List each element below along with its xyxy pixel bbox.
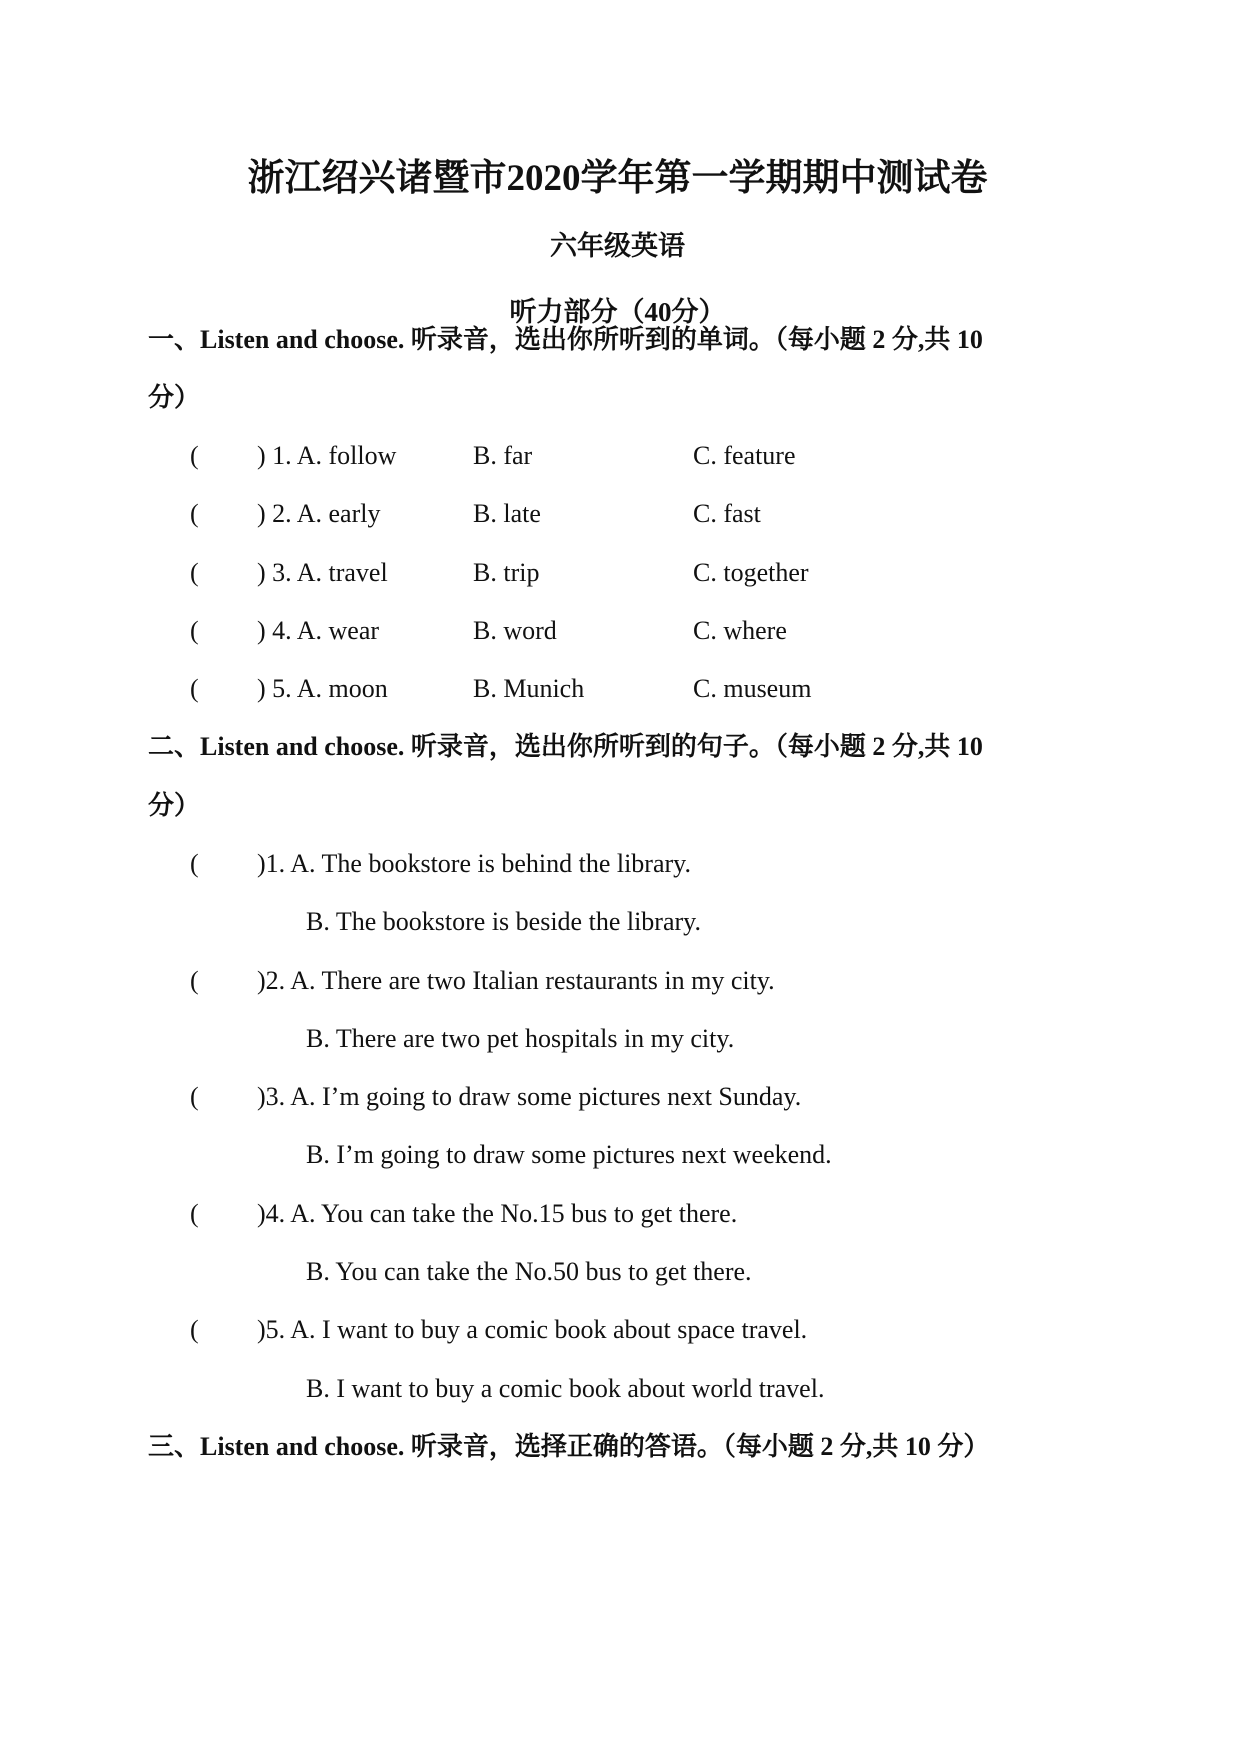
section-1-heading: 一、Listen and choose. 听录音，选出你所听到的单词。（每小题 2 分,共 10: [148, 325, 983, 354]
answer-paren: (: [190, 499, 199, 528]
option-a: ) 2. A. early: [257, 499, 381, 528]
sentence-item-2-b: B. There are two pet hospitals in my city.: [306, 1024, 735, 1053]
sentence-item-1-b: B. The bookstore is beside the library.: [306, 907, 701, 936]
answer-paren: (: [190, 674, 199, 703]
option-a: ) 1. A. follow: [257, 441, 397, 470]
sentence-item-3-a: )3. A. I’m going to draw some pictures next Sunday.: [257, 1082, 802, 1111]
exam-title: 浙江绍兴诸暨市2020学年第一学期期中测试卷: [247, 158, 988, 199]
sentence-item-2-a: )2. A. There are two Italian restaurants in my city.: [257, 966, 775, 995]
sentence-item-5-b: B. I want to buy a comic book about world travel.: [306, 1374, 825, 1403]
answer-paren: (: [190, 616, 199, 645]
answer-paren: (: [190, 1082, 199, 1111]
option-c: C. together: [693, 558, 809, 587]
sentence-item-4-a: )4. A. You can take the No.15 bus to get there.: [257, 1199, 738, 1228]
answer-paren: (: [190, 1199, 199, 1228]
exam-subtitle: 六年级英语: [550, 231, 685, 261]
sentence-item-3-b: B. I’m going to draw some pictures next weekend.: [306, 1140, 832, 1169]
sentence-item-4-b: B. You can take the No.50 bus to get there.: [306, 1257, 752, 1286]
option-b: B. word: [473, 616, 557, 645]
option-b: B. trip: [473, 558, 540, 587]
section-1-heading-cont: 分）: [148, 383, 201, 412]
option-c: C. feature: [693, 441, 796, 470]
section-3-heading: 三、Listen and choose. 听录音，选择正确的答语。（每小题 2 分,共 10 分）: [148, 1432, 990, 1461]
option-a: ) 5. A. moon: [257, 674, 388, 703]
option-a: ) 4. A. wear: [257, 616, 380, 645]
sentence-item-1-a: )1. A. The bookstore is behind the library.: [257, 849, 691, 878]
answer-paren: (: [190, 966, 199, 995]
answer-paren: (: [190, 558, 199, 587]
option-c: C. fast: [693, 499, 761, 528]
answer-paren: (: [190, 849, 199, 878]
option-b: B. late: [473, 499, 541, 528]
answer-paren: (: [190, 1315, 199, 1344]
option-a: ) 3. A. travel: [257, 558, 388, 587]
answer-paren: (: [190, 441, 199, 470]
sentence-item-5-a: )5. A. I want to buy a comic book about space travel.: [257, 1315, 808, 1344]
option-c: C. where: [693, 616, 787, 645]
option-b: B. far: [473, 441, 533, 470]
option-c: C. museum: [693, 674, 812, 703]
option-b: B. Munich: [473, 674, 585, 703]
section-2-heading: 二、Listen and choose. 听录音，选出你所听到的句子。（每小题 2 分,共 10: [148, 732, 983, 761]
part-heading: 听力部分（40分）: [509, 297, 726, 327]
section-2-heading-cont: 分）: [148, 791, 201, 820]
